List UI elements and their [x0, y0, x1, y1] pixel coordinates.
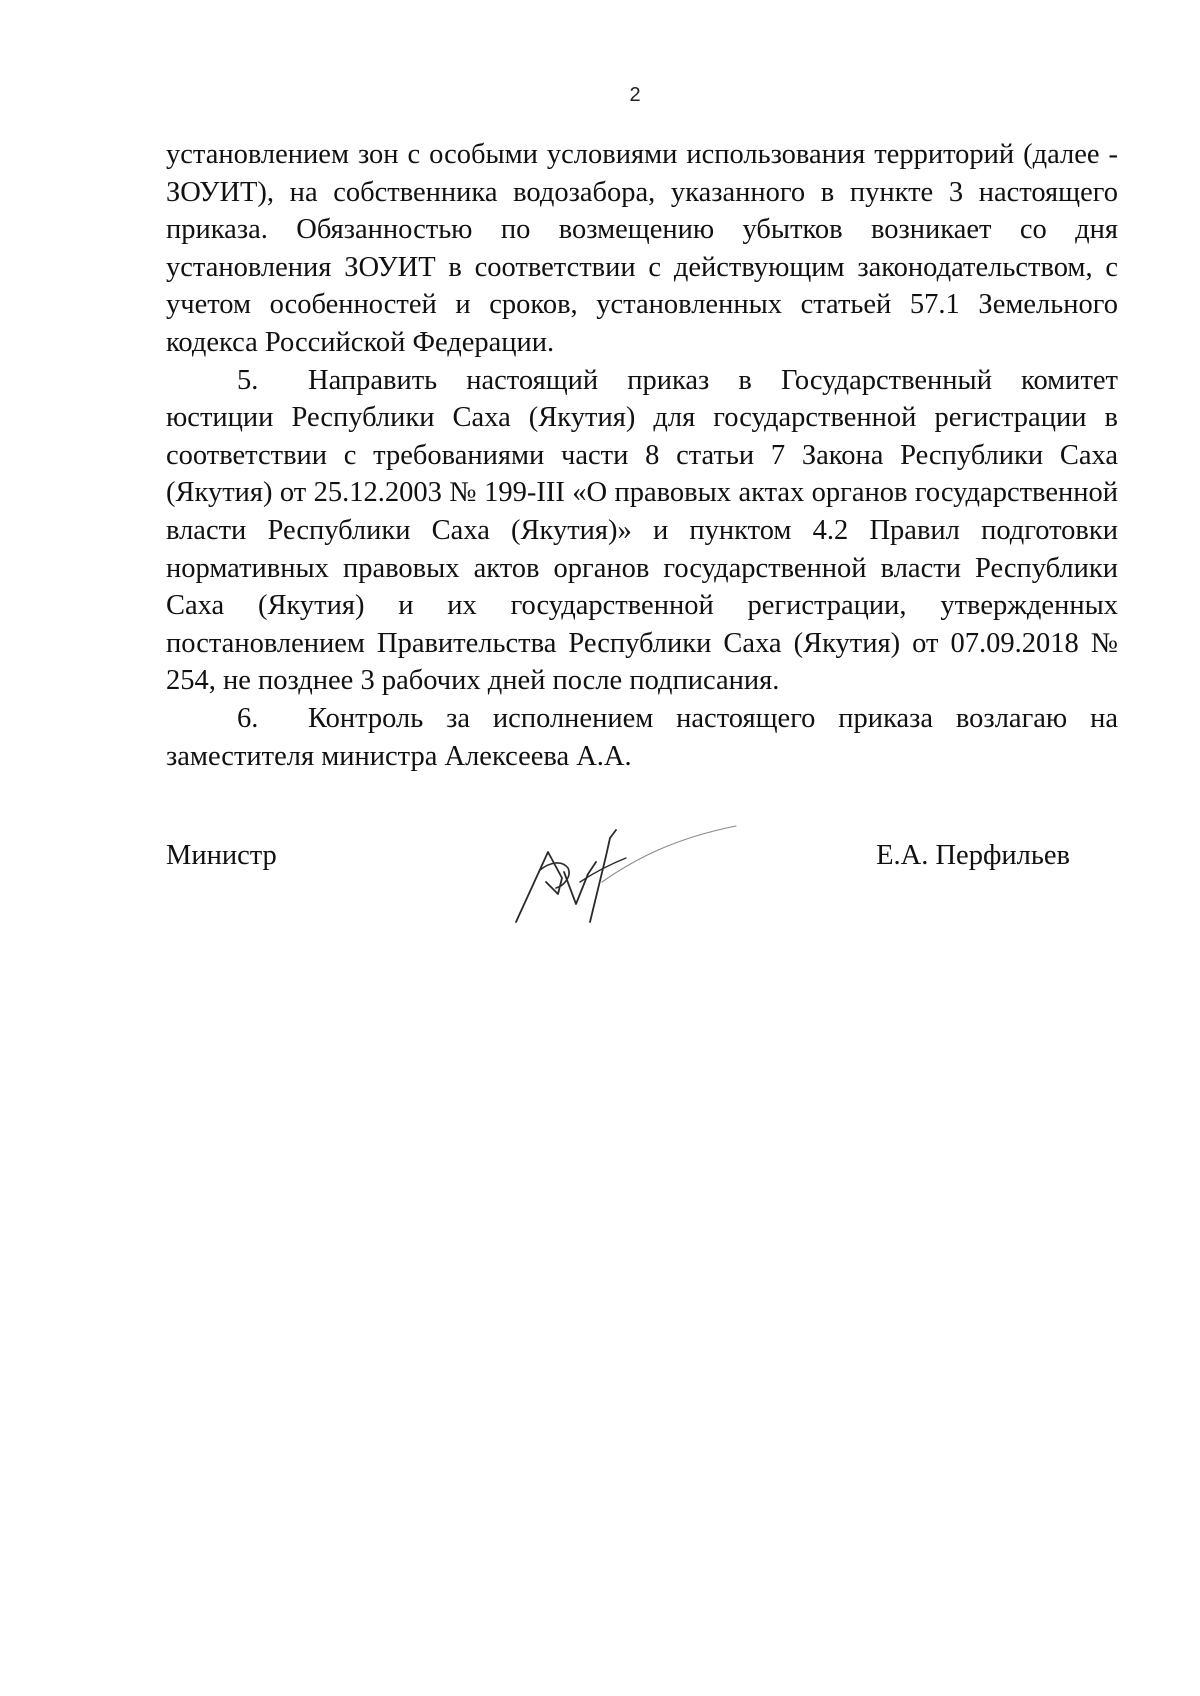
item-text-5: Направить настоящий приказ в Государственный комитет юстиции Республики Саха (Якутия) для государственной регистрации в соответствии с требованиями части 8 статьи 7 Закона Республики Саха (Якутия) от 25.12.2003 № 199-III «О правовых актах органов государственной власти Республики Саха (Якутия)» и пунктом 4.2 Правил подготовки нормативных правовых актов органов государственной власти Республики Саха (Якутия) и их государственной регистрации, утвержденных постановлением Правительства Республики Саха (Якутия) от 07.09.2018 № 254, не позднее 3 рабочих дней после подписания.: [166, 364, 1118, 697]
signature-strokes: [516, 826, 736, 922]
item-number-6: 6.: [237, 702, 259, 734]
handwritten-signature: [506, 812, 766, 932]
signatory-title: Министр: [166, 840, 277, 871]
paragraph-item-6: [166, 700, 1118, 775]
item-number-5: 5.: [237, 364, 259, 396]
document-body: [166, 136, 1118, 775]
page-number: 2: [629, 84, 641, 106]
item-text-6: Контроль за исполнением настоящего приказа возлагаю на заместителя министра Алексеева А.А.: [166, 702, 1118, 772]
signatory-name: Е.А. Перфильев: [876, 840, 1070, 871]
signature-block: [166, 840, 1118, 960]
paragraph-continuation: установлением зон с особыми условиями использования территорий (далее - ЗОУИТ), на собственника водозабора, указанного в пункте 3 настоящего приказа. Обязанностью по возмещению убытков возникает со дня установления ЗОУИТ в соответствии с действующим законодательством, с учетом особенностей и сроков, установленных статьей 57.1 Земельного кодекса Российской Федерации.: [166, 139, 1118, 358]
paragraph-item-5: [166, 362, 1118, 700]
